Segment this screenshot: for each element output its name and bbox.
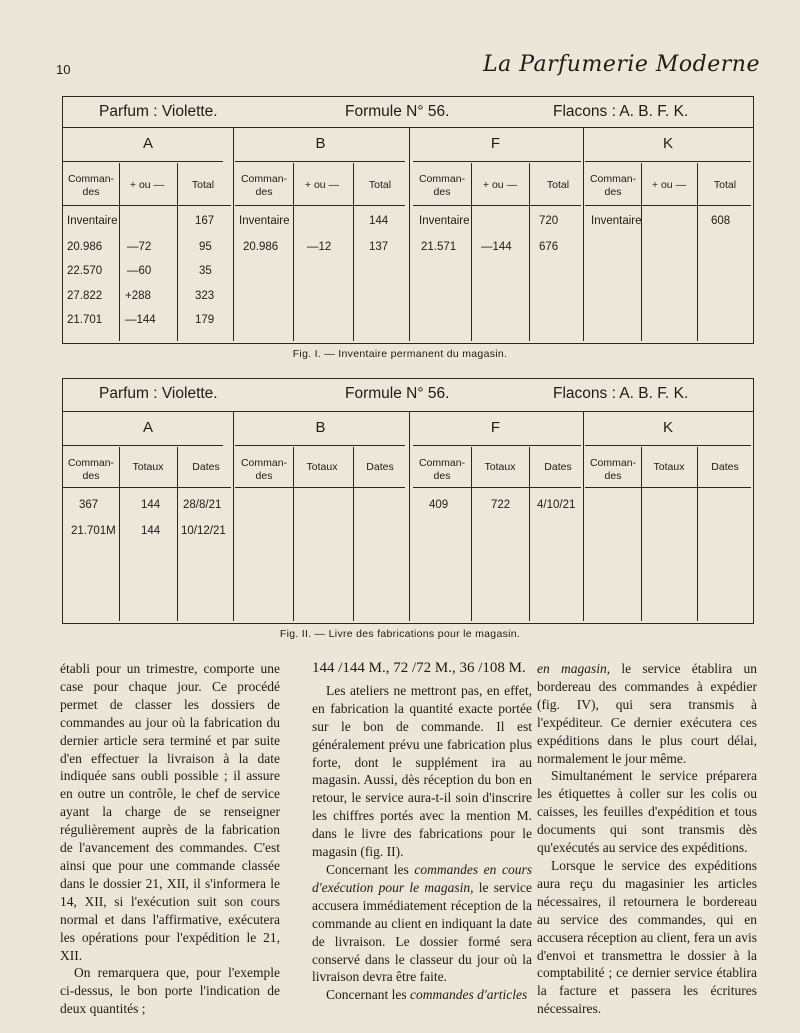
text-run: Concernant les (326, 987, 410, 1003)
fig2-v6 (409, 411, 410, 621)
fig1-rule-h-a (63, 205, 231, 206)
fig1-b-col-commandes: Comman-des (240, 173, 288, 198)
fig1-rule-top (63, 127, 753, 128)
table-cell: 608 (711, 215, 731, 227)
fig2-v11 (697, 447, 698, 621)
fig2-v5 (353, 447, 354, 621)
fig2-v3 (233, 411, 234, 621)
text-column-1 (60, 660, 280, 1018)
table-cell: +288 (125, 290, 151, 302)
fig1-group-b: B (315, 135, 326, 152)
paragraph: Les ateliers ne mettront pas, en effet, en fabrication la quantité exacte portée sur le bon de commande. Il est généralement prévu une fabrication plus forte, dont le supplément ira au magasin. Aussi, dès réception du bon en retour, le service aura-t-il soin d'inscrire les chiffres portés avec la mention M. dans le livre des fabrications pour le magasin (fig. II). (312, 682, 532, 860)
paragraph (312, 986, 532, 1004)
fig1-parfum: Parfum : Violette. (99, 103, 218, 120)
table-cell: 35 (199, 265, 212, 277)
fig2-rule-h-k (585, 487, 751, 488)
paragraph: Lorsque le service des expéditions aura reçu du magasinier les articles nécessaires, il retournera le bordereau au service des commandes, qui en accusera réception au client, fera un avis d'envoi et transmettra le dossier à la comptabilité ; ce dernier service établira la facture et passera les écritures nécessaires. (537, 857, 757, 1017)
fig1-f-col-plusminus: + ou — (482, 179, 518, 191)
fig1-v6 (409, 127, 410, 341)
fig1-b-col-plusminus: + ou — (304, 179, 340, 191)
figure-1-inventory-table (62, 96, 754, 344)
fig2-v2 (177, 447, 178, 621)
fig2-f-col-dates: Dates (544, 461, 572, 473)
fig2-v7 (471, 447, 472, 621)
fig2-f-col-totaux: Totaux (484, 461, 516, 473)
fig2-rule-h-a (63, 487, 231, 488)
text-column-3 (537, 660, 757, 1018)
fig2-a-col-totaux: Totaux (132, 461, 164, 473)
fig1-b-col-total: Total (368, 179, 392, 191)
table-cell: 179 (195, 314, 215, 326)
table-cell: 722 (491, 499, 511, 511)
table-cell: 676 (539, 241, 559, 253)
fig2-rule-h-f (413, 487, 581, 488)
fig2-rule-b (235, 445, 405, 446)
italic-text-run: commandes en cours d'exécution pour le magasin, (312, 861, 532, 895)
fig2-a-col-commandes: Comman-des (67, 457, 115, 482)
fig1-v9 (583, 127, 584, 341)
fig2-rule-h-b (235, 487, 405, 488)
table-cell: 144 (141, 525, 161, 537)
text-run: le service accusera immédiatement réception de la commande au client en indiquant la date de livraison. Le dossier formé sera conservé dans le classeur du jour où la livraison devra être faite. (312, 879, 533, 985)
italic-text-run: en magasin, (537, 661, 611, 676)
fig1-v10 (641, 163, 642, 341)
masthead-title: La Parfumerie Moderne (482, 52, 760, 77)
fig2-v1 (119, 447, 120, 621)
fig1-f-col-total: Total (546, 179, 570, 191)
fig2-k-col-totaux: Totaux (653, 461, 685, 473)
fig1-a-col-total: Total (191, 179, 215, 191)
table-cell: Inventaire (419, 215, 470, 227)
table-cell: 167 (195, 215, 215, 227)
fig2-k-col-commandes: Comman-des (589, 457, 637, 482)
quantities-line: 144 /144 M., 72 /72 M., 36 /108 M. (312, 660, 526, 676)
paragraph: établi pour un trimestre, comporte une case pour chaque jour. Ce procédé permet de classer les dossiers de commandes au jour où la fabrication du dernier article sera terminé et par suite d'en effectuer la livraison à la date indiquée sans oubli possible ; il assure en outre un contrôle, le chef de service ayant la charge de se renseigner régulièrement auprès de la fabrication de l'avancement des commandes. C'est ainsi que pour une commande classée dans le dossier 21, XII, il s'informera le 14, XII, si l'exécution suit son cours normal et dans l'affirmative, exécutera les opérations pour l'expédition le 21, XII. (60, 661, 280, 963)
table-cell: Inventaire (591, 215, 642, 227)
figure-2-fabrication-table (62, 378, 754, 624)
fig1-flacons: Flacons : A. B. F. K. (553, 103, 689, 120)
fig2-parfum: Parfum : Violette. (99, 385, 218, 402)
fig2-rule-k (585, 445, 751, 446)
fig2-b-col-commandes: Comman-des (240, 457, 288, 482)
fig2-group-f: F (490, 419, 501, 436)
table-cell: 22.570 (67, 265, 103, 277)
fig1-group-a: A (142, 135, 153, 152)
table-cell: 323 (195, 290, 215, 302)
fig2-rule-a (63, 445, 223, 446)
fig1-a-col-plusminus: + ou — (129, 179, 165, 191)
fig1-v11 (697, 163, 698, 341)
fig1-v2 (177, 163, 178, 341)
fig2-rule-f (413, 445, 581, 446)
fig1-rule-a (63, 161, 223, 162)
paragraph: Simultanément le service préparera les étiquettes à coller sur les colis ou caisses, les feuilles d'expédition et tous documents qui sont transmis dès qu'exécutés au service des expéditions. (537, 768, 757, 856)
fig1-rule-b (235, 161, 405, 162)
fig2-v4 (293, 447, 294, 621)
table-cell: 4/10/21 (537, 499, 576, 511)
table-cell: 21.571 (421, 241, 457, 253)
fig2-k-col-dates: Dates (711, 461, 739, 473)
table-cell: —144 (125, 314, 156, 326)
fig1-rule-h-f (413, 205, 581, 206)
fig2-b-col-dates: Dates (366, 461, 394, 473)
table-cell: 367 (79, 499, 99, 511)
table-cell: 144 (369, 215, 389, 227)
fig2-flacons: Flacons : A. B. F. K. (553, 385, 689, 402)
fig2-rule-top (63, 411, 753, 412)
table-cell: 27.822 (67, 290, 103, 302)
fig1-rule-h-k (585, 205, 751, 206)
fig2-a-col-dates: Dates (192, 461, 220, 473)
table-cell: 21.701M (71, 525, 116, 537)
fig2-group-b: B (315, 419, 326, 436)
figure-2-caption: Fig. II. — Livre des fabrications pour le magasin. (279, 628, 521, 640)
paragraph (537, 660, 757, 767)
table-cell: 95 (199, 241, 212, 253)
fig1-v1 (119, 163, 120, 341)
fig1-v8 (529, 163, 530, 341)
fig1-k-col-total: Total (713, 179, 737, 191)
fig1-v3 (233, 127, 234, 341)
fig1-formule: Formule N° 56. (345, 103, 450, 120)
table-cell: 144 (141, 499, 161, 511)
fig2-b-col-totaux: Totaux (306, 461, 338, 473)
fig1-rule-h-b (235, 205, 405, 206)
table-cell: 20.986 (243, 241, 279, 253)
table-cell: Inventaire (239, 215, 290, 227)
table-cell: 409 (429, 499, 449, 511)
fig2-group-a: A (142, 419, 153, 436)
fig1-f-col-commandes: Comman-des (418, 173, 466, 198)
fig2-formule: Formule N° 56. (345, 385, 450, 402)
fig1-v7 (471, 163, 472, 341)
fig1-k-col-commandes: Comman-des (589, 173, 637, 198)
fig2-v8 (529, 447, 530, 621)
fig1-rule-f (413, 161, 581, 162)
table-cell: 720 (539, 215, 559, 227)
fig1-group-k: K (662, 135, 673, 152)
text-column-2 (312, 660, 532, 1004)
table-cell: —72 (127, 241, 152, 253)
table-cell: 28/8/21 (183, 499, 222, 511)
fig1-group-f: F (490, 135, 501, 152)
paragraph (312, 861, 532, 986)
fig1-k-col-plusminus: + ou — (651, 179, 687, 191)
table-cell: 10/12/21 (181, 525, 226, 537)
fig1-v5 (353, 163, 354, 341)
fig2-f-col-commandes: Comman-des (418, 457, 466, 482)
fig1-v4 (293, 163, 294, 341)
figure-2-header (63, 385, 753, 407)
table-cell: —12 (307, 241, 332, 253)
figure-1-header (63, 103, 753, 125)
paragraph: On remarquera que, pour l'exemple ci-dessus, le bon porte l'indication de deux quantités ; (60, 965, 280, 1017)
fig1-a-col-commandes: Comman-des (67, 173, 115, 198)
italic-text-run: commandes d'articles (409, 987, 528, 1003)
fig1-rule-k (585, 161, 751, 162)
fig2-v10 (641, 447, 642, 621)
fig2-v9 (583, 411, 584, 621)
figure-1-caption: Fig. I. — Inventaire permanent du magasin. (292, 348, 508, 360)
table-cell: 20.986 (67, 241, 103, 253)
table-cell: 137 (369, 241, 389, 253)
table-cell: —144 (481, 241, 512, 253)
table-cell: —60 (127, 265, 152, 277)
text-run: Concernant les (326, 861, 415, 877)
text-run: le service établira un bordereau des commandes à expédier (fig. IV), qui sera transmis à l'expéditeur. Ce dernier exécutera ces expéditions dans le plus court délai, normalement le jour même. (537, 661, 757, 766)
page-number: 10 (56, 62, 71, 77)
table-cell: Inventaire (67, 215, 118, 227)
table-cell: 21.701 (67, 314, 103, 326)
fig2-group-k: K (662, 419, 673, 436)
